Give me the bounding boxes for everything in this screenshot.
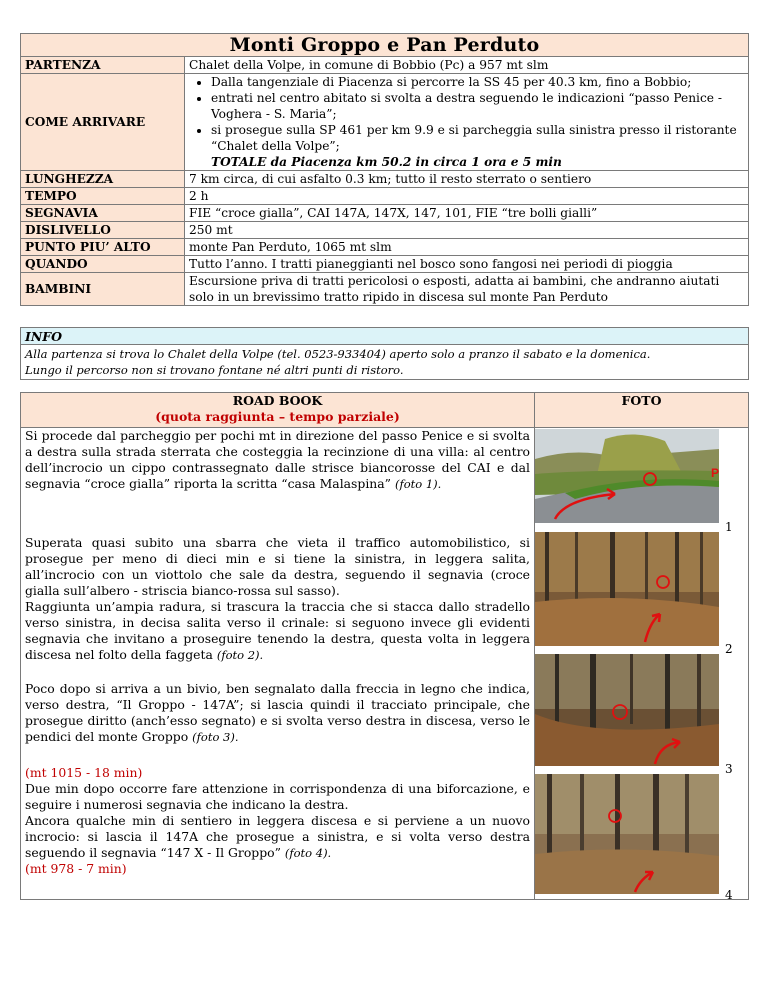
info-line: Lungo il percorso non si trovano fontane né altri punti di ristoro. [25, 363, 404, 377]
roadbook-paragraph: Due min dopo occorre fare attenzione in corrispondenza di una biforcazione, e seguire i numerosi segnavia che indicano la destra. [25, 781, 530, 812]
total-distance: TOTALE da Piacenza km 50.2 in circa 1 ora e 5 min [211, 155, 562, 169]
waypoint-altitude-time: (mt 978 - 7 min) [25, 861, 127, 876]
label-partenza: PARTENZA [21, 57, 185, 74]
roadbook-heading: ROAD BOOK [232, 393, 323, 408]
label-punto-alto: PUNTO PIU’ ALTO [21, 239, 185, 256]
info-table [20, 327, 749, 380]
value-lunghezza: 7 km circa, di cui asfalto 0.3 km; tutto il resto sterrato o sentiero [185, 171, 749, 188]
value-quando: Tutto l’anno. I tratti pianeggianti nel bosco sono fangosi nei periodi di pioggia [185, 256, 749, 273]
roadbook-paragraph: Superata quasi subito una sbarra che vieta il traffico automobilistico, si prosegue per meno di dieci min e si tiene la sinistra, in leggera salita, all’incrocio con un viottolo che sale da destra, seguendo il segnavia (croce gialla sull’albero - striscia bianco-rossa sul sasso). [25, 535, 530, 598]
photo-ref: (foto 3). [192, 730, 239, 744]
photo-number: 4 [725, 888, 733, 902]
waypoint-altitude-time: (mt 1015 - 18 min) [25, 765, 143, 780]
photo-number: 1 [725, 520, 733, 534]
photo-number: 2 [725, 642, 733, 656]
roadbook-table [20, 392, 749, 900]
label-come-arrivare: COME ARRIVARE [21, 74, 185, 171]
photo-ref: (foto 1). [394, 477, 442, 491]
photo-ref: (foto 2). [216, 648, 264, 662]
info-body [21, 345, 749, 380]
directions-item: • entrati nel centro abitato si svolta a destra seguendo le indicazioni “passo Penice - Voghera - S. Maria”; [211, 90, 744, 122]
photo-ref: (foto 4). [284, 846, 332, 860]
directions-item: • Dalla tangenziale di Piacenza si percorre la SS 45 per 40.3 km, fino a Bobbio; [211, 74, 744, 90]
roadbook-header [21, 393, 535, 428]
photo-column [535, 428, 749, 900]
value-tempo: 2 h [185, 188, 749, 205]
directions-list [189, 74, 744, 154]
trail-photo-2 [535, 532, 719, 646]
svg-text:P: P [711, 466, 719, 480]
roadbook-paragraph: Ancora qualche min di sentiero in leggera discesa e si perviene a un nuovo incrocio: si lascia il 147A che prosegue a sinistra, e si volta verso destra seguendo il segnavia “147 X - Il Groppo” (foto 4). [25, 813, 530, 860]
value-punto-alto: monte Pan Perduto, 1065 mt slm [185, 239, 749, 256]
directions-item: • si prosegue sulla SP 461 per km 9.9 e si parcheggia sulla sinistra presso il ristorante “Chalet della Volpe”; [211, 122, 744, 154]
label-dislivello: DISLIVELLO [21, 222, 185, 239]
value-bambini: Escursione priva di tratti pericolosi o esposti, adatta ai bambini, che andranno aiutati solo in un brevissimo tratto ripido in discesa sul monte Pan Perduto [185, 273, 749, 306]
trail-photo-1 [535, 429, 719, 523]
roadbook-paragraph: Raggiunta un’ampia radura, si trascura la traccia che si stacca dallo stradello verso sinistra, in decisa salita verso il crinale: si seguono invece gli evidenti segnavia che invitano a proseguire tenendo la destra, questa volta in leggera discesa nel folto della faggeta (foto 2). [25, 599, 530, 662]
value-come-arrivare [185, 74, 749, 171]
page-title: Monti Groppo e Pan Perduto [21, 34, 749, 57]
label-segnavia: SEGNAVIA [21, 205, 185, 222]
label-tempo: TEMPO [21, 188, 185, 205]
roadbook-text [21, 428, 535, 900]
value-dislivello: 250 mt [185, 222, 749, 239]
photo-heading: FOTO [535, 393, 749, 428]
trail-photo-3 [535, 654, 719, 766]
roadbook-subheading: (quota raggiunta – tempo parziale) [155, 409, 400, 424]
value-partenza: Chalet della Volpe, in comune di Bobbio (Pc) a 957 mt slm [185, 57, 749, 74]
label-bambini: BAMBINI [21, 273, 185, 306]
info-heading: INFO [21, 328, 749, 345]
roadbook-paragraph: Si procede dal parcheggio per pochi mt in direzione del passo Penice e si svolta a destra sulla strada sterrata che costeggia la recinzione di una villa: al centro dell’incrocio un cippo contrassegnato dalle strisce biancorosse del CAI e dal segnavia “croce gialla” riporta la scritta “casa Malaspina” (foto 1). [25, 428, 530, 491]
value-segnavia: FIE “croce gialla”, CAI 147A, 147X, 147, 101, FIE “tre bolli gialli” [185, 205, 749, 222]
roadbook-paragraph: Poco dopo si arriva a un bivio, ben segnalato dalla freccia in legno che indica, verso destra, “Il Groppo - 147A”; si lascia quindi il tracciato principale, che prosegue diritto (anch’esso segnato) e si svolta verso destra in discesa, verso le pendici del monte Groppo (foto 3). [25, 681, 530, 744]
summary-table [20, 33, 749, 306]
label-quando: QUANDO [21, 256, 185, 273]
trail-photo-4 [535, 774, 719, 894]
label-lunghezza: LUNGHEZZA [21, 171, 185, 188]
info-line: Alla partenza si trova lo Chalet della Volpe (tel. 0523-933404) aperto solo a pranzo il sabato e la domenica. [25, 347, 651, 361]
photo-number: 3 [725, 762, 733, 776]
